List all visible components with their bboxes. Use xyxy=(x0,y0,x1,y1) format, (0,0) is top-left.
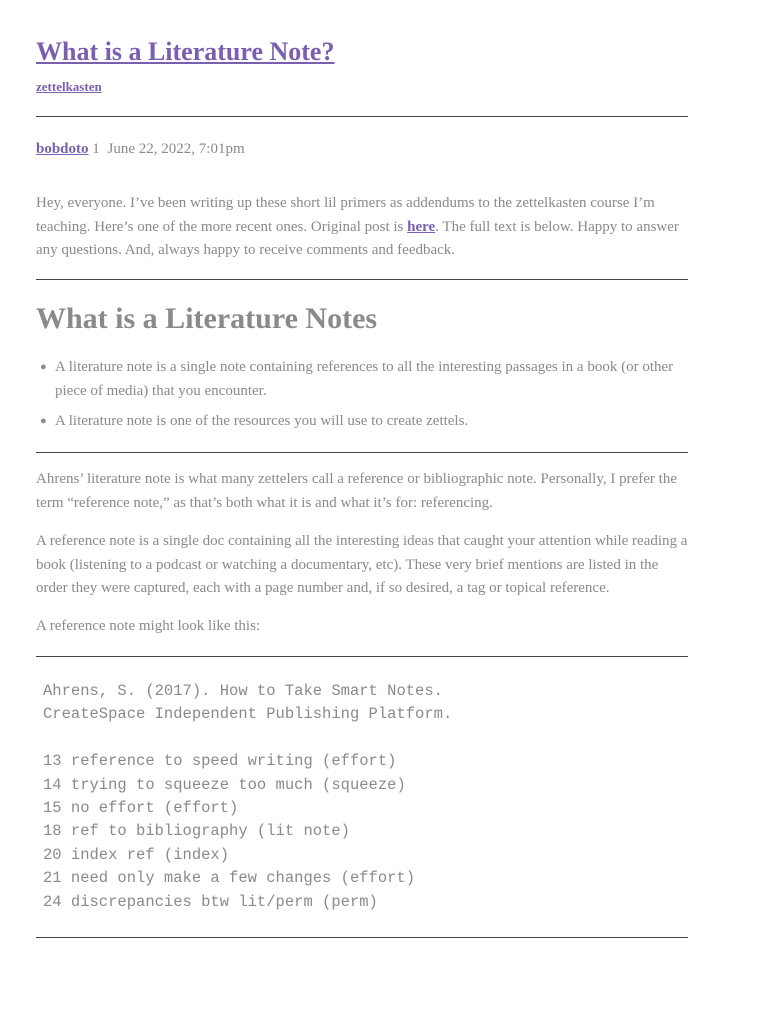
code-line: 20 index ref (index) xyxy=(43,845,230,864)
topic-title-link[interactable]: What is a Literature Note? xyxy=(36,37,335,66)
code-line: CreateSpace Independent Publishing Platform. xyxy=(43,705,453,724)
bullet-list xyxy=(36,356,707,441)
post-meta xyxy=(36,140,245,158)
author-link[interactable]: bobdoto xyxy=(36,141,89,157)
body-paragraph: A reference note is a single doc containing all the interesting ideas that caught your attention while reading a book (listening to a podcast or watching a documentary, etc). These very brief mentions are listed in the order they were captured, each with a page number and, if so desired, a tag or topical reference. xyxy=(36,533,688,596)
body-paragraph: A reference note might look like this: xyxy=(36,618,261,634)
divider xyxy=(36,937,688,938)
code-line: 14 trying to squeeze too much (squeeze) xyxy=(43,775,406,794)
list-item: ● A literature note is a single note containing references to all the interesting passages in a book (or other piece of media) that you encounter. xyxy=(55,356,707,403)
code-line: 13 reference to speed writing (effort) xyxy=(43,752,397,771)
post-number: 1 xyxy=(92,141,100,157)
intro-text-before: Hey, everyone. I’ve been writing up these short lil primers as addendums to the zettelkasten course I’m teaching. Here’s one of the more recent ones. Original post is xyxy=(36,195,655,235)
code-line: Ahrens, S. (2017). How to Take Smart Notes. xyxy=(43,682,443,700)
code-block xyxy=(43,680,452,914)
code-line: 18 ref to bibliography (lit note) xyxy=(43,822,350,841)
code-line: 15 no effort (effort) xyxy=(43,798,239,817)
divider xyxy=(36,279,688,280)
body-paragraph: Ahrens’ literature note is what many zettelers call a reference or bibliographic note. Personally, I prefer the term “reference note,” as that’s both what it is and what it’s for: referencing. xyxy=(36,471,677,511)
section-heading: What is a Literature Notes xyxy=(36,302,378,335)
code-line: 21 need only make a few changes (effort) xyxy=(43,869,416,888)
bullet-dot-icon: ● xyxy=(40,415,47,427)
post-date: June 22, 2022, 7:01pm xyxy=(107,141,245,157)
code-line: 24 discrepancies btw lit/perm (perm) xyxy=(43,892,378,911)
original-post-link[interactable]: here xyxy=(407,218,436,235)
intro-text-after: . The full text is below. Happy to answer any questions. And, always happy to receive comments and feedback. xyxy=(36,218,679,258)
code-line xyxy=(43,727,452,750)
divider xyxy=(36,116,688,117)
bullet-dot-icon: ● xyxy=(40,361,47,373)
category-link[interactable]: zettelkasten xyxy=(36,79,102,94)
intro-paragraph xyxy=(36,192,688,263)
list-item: ● A literature note is one of the resources you will use to create zettels. xyxy=(55,410,707,434)
divider xyxy=(36,656,688,657)
divider xyxy=(36,452,688,453)
